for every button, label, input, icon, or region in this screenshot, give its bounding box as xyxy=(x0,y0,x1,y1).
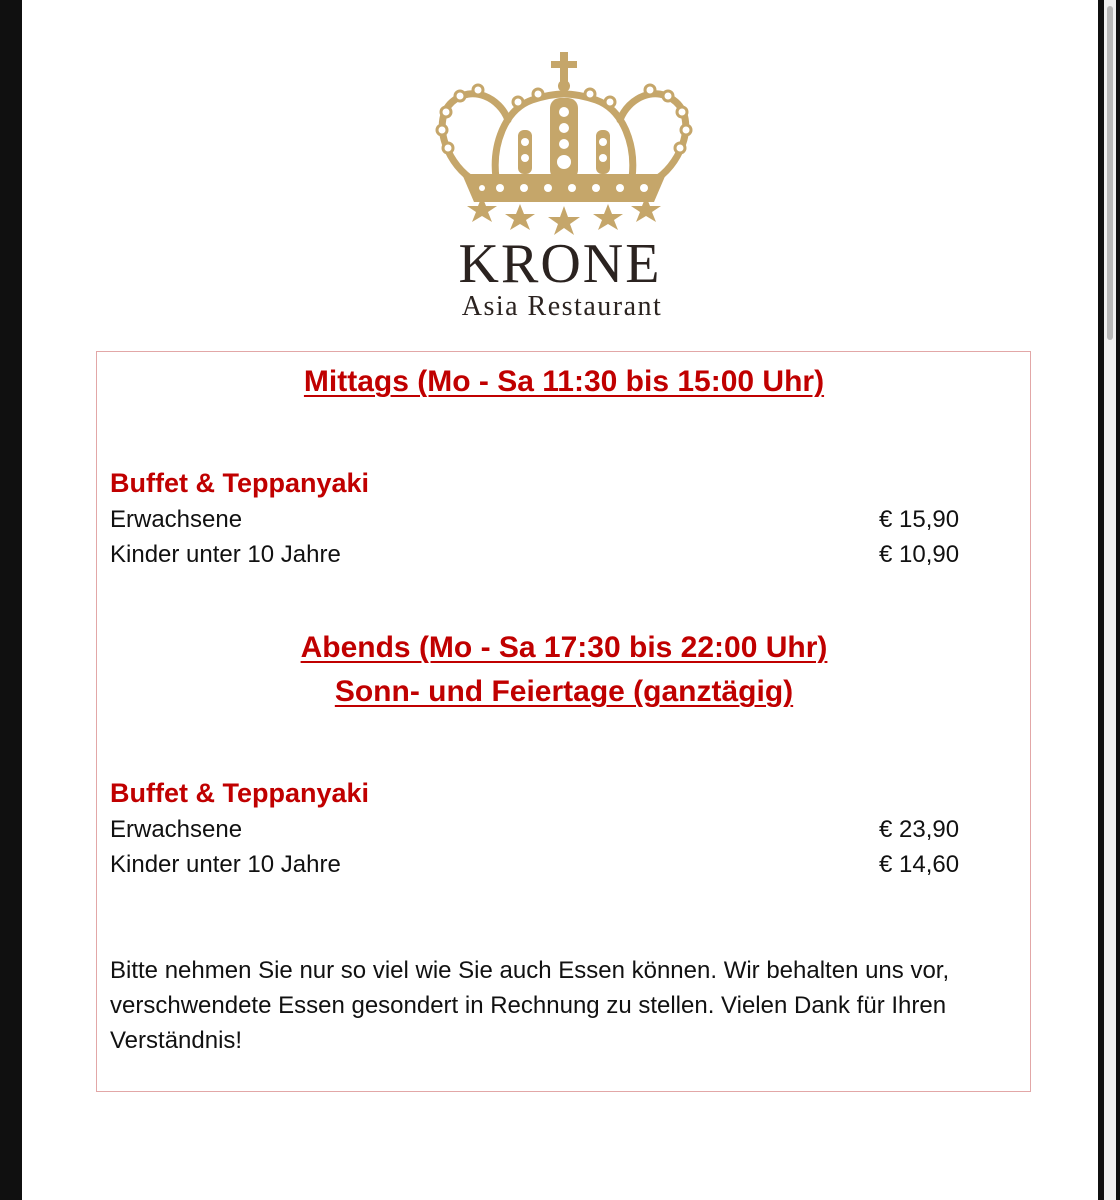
brand-name: KRONE xyxy=(458,233,662,295)
dinner-price-children: € 14,60 xyxy=(879,851,960,878)
lunch-category-title: Buffet & Teppanyaki xyxy=(110,468,370,498)
dinner-category-title: Buffet & Teppanyaki xyxy=(110,778,370,808)
dinner-item-children: Kinder unter 10 Jahre xyxy=(110,851,341,878)
lunch-price-children: € 10,90 xyxy=(879,541,960,568)
lunch-section-title: Mittags (Mo - Sa 11:30 bis 15:00 Uhr) xyxy=(303,365,825,398)
brand-subtitle: Asia Restaurant xyxy=(461,291,663,322)
dinner-section-title: Abends (Mo - Sa 17:30 bis 22:00 Uhr) xyxy=(300,631,828,664)
dinner-price-adults: € 23,90 xyxy=(879,816,960,843)
lunch-item-adults: Erwachsene xyxy=(110,506,243,533)
dinner-item-adults: Erwachsene xyxy=(110,816,243,843)
lunch-item-children: Kinder unter 10 Jahre xyxy=(110,541,341,568)
waste-notice: Bitte nehmen Sie nur so viel wie Sie auch Essen können. Wir behalten uns vor, verschwendete Essen gesondert in Rechnung zu stellen. Vielen Dank für Ihren Verständnis! xyxy=(110,957,950,1054)
dinner-section-subtitle: Sonn- und Feiertage (ganztägig) xyxy=(334,675,794,708)
vertical-scrollbar[interactable] xyxy=(1104,0,1116,1200)
lunch-price-adults: € 15,90 xyxy=(879,506,960,533)
